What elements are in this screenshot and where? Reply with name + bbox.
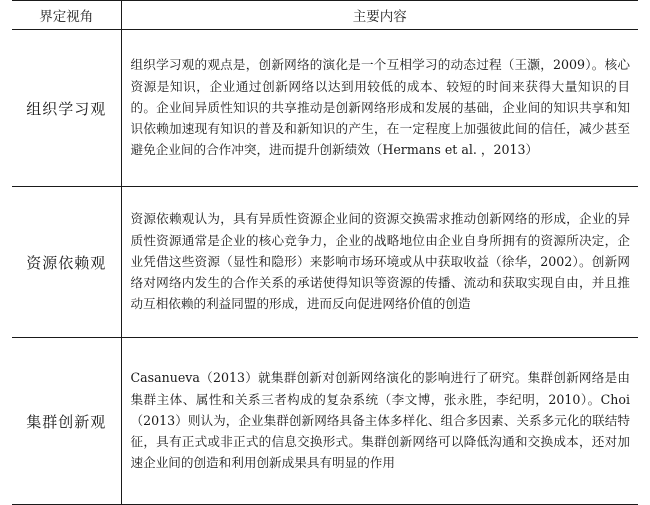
table-row-resource-dependence xyxy=(12,187,638,338)
table-row-cluster-innovation xyxy=(12,338,638,505)
content-cell: Casanueva（2013）就集群创新对创新网络演化的影响进行了研究。集群创新网络是由集群主体、属性和关系三者构成的复杂系统（李文博，张永胜，李纪明，2010）。Choi（2013）则认为，企业集群创新网络具备主体多样化、组合多因素、关系多元化的联结特征，具有正式或非正式的信息交换形式。集群创新网络可以降低沟通和交换成本，还对加速企业间的创造和利用创新成果具有明显的作用 xyxy=(130,370,630,471)
perspective-cell: 资源依赖观 xyxy=(12,187,121,338)
perspective-table xyxy=(12,0,638,505)
content-cell: 组织学习观的观点是，创新网络的演化是一个互相学习的动态过程（王灏，2009）。核心资源是知识，企业通过创新网络以达到用较低的成本、较短的时间来获得大量知识的目的。企业间异质性知识的共享推动是创新网络形成和发展的基础，企业间的知识共享和知识依赖加速现有知识的普及和新知识的产生，在一定程度上加强彼此间的信任，减少甚至避免企业间的合作冲突，进而提升创新绩效（Hermans et al. ，2013） xyxy=(130,57,630,158)
definition-table xyxy=(12,0,638,505)
perspective-cell: 组织学习观 xyxy=(12,30,121,187)
perspective-cell: 集群创新观 xyxy=(12,338,121,505)
header-content: 主要内容 xyxy=(352,9,407,25)
table-body xyxy=(12,30,638,505)
header-row xyxy=(12,1,638,30)
table-row-organizational-learning xyxy=(12,30,638,187)
table-header xyxy=(12,1,638,30)
content-cell: 资源依赖观认为，具有异质性资源企业间的资源交换需求推动创新网络的形成，企业的异质性资源通常是企业的核心竞争力，企业的战略地位由企业自身所拥有的资源所决定，企业凭借这些资源（显性和隐形）来影响市场环境或从中获取收益（徐华，2002）。创新网络对网络内发生的合作关系的承诺使得知识等资源的传播、流动和获取实现自由，并且推动互相依赖的利益同盟的形成，进而反向促进网络价值的创造 xyxy=(130,211,630,312)
header-perspective: 界定视角 xyxy=(12,1,121,30)
